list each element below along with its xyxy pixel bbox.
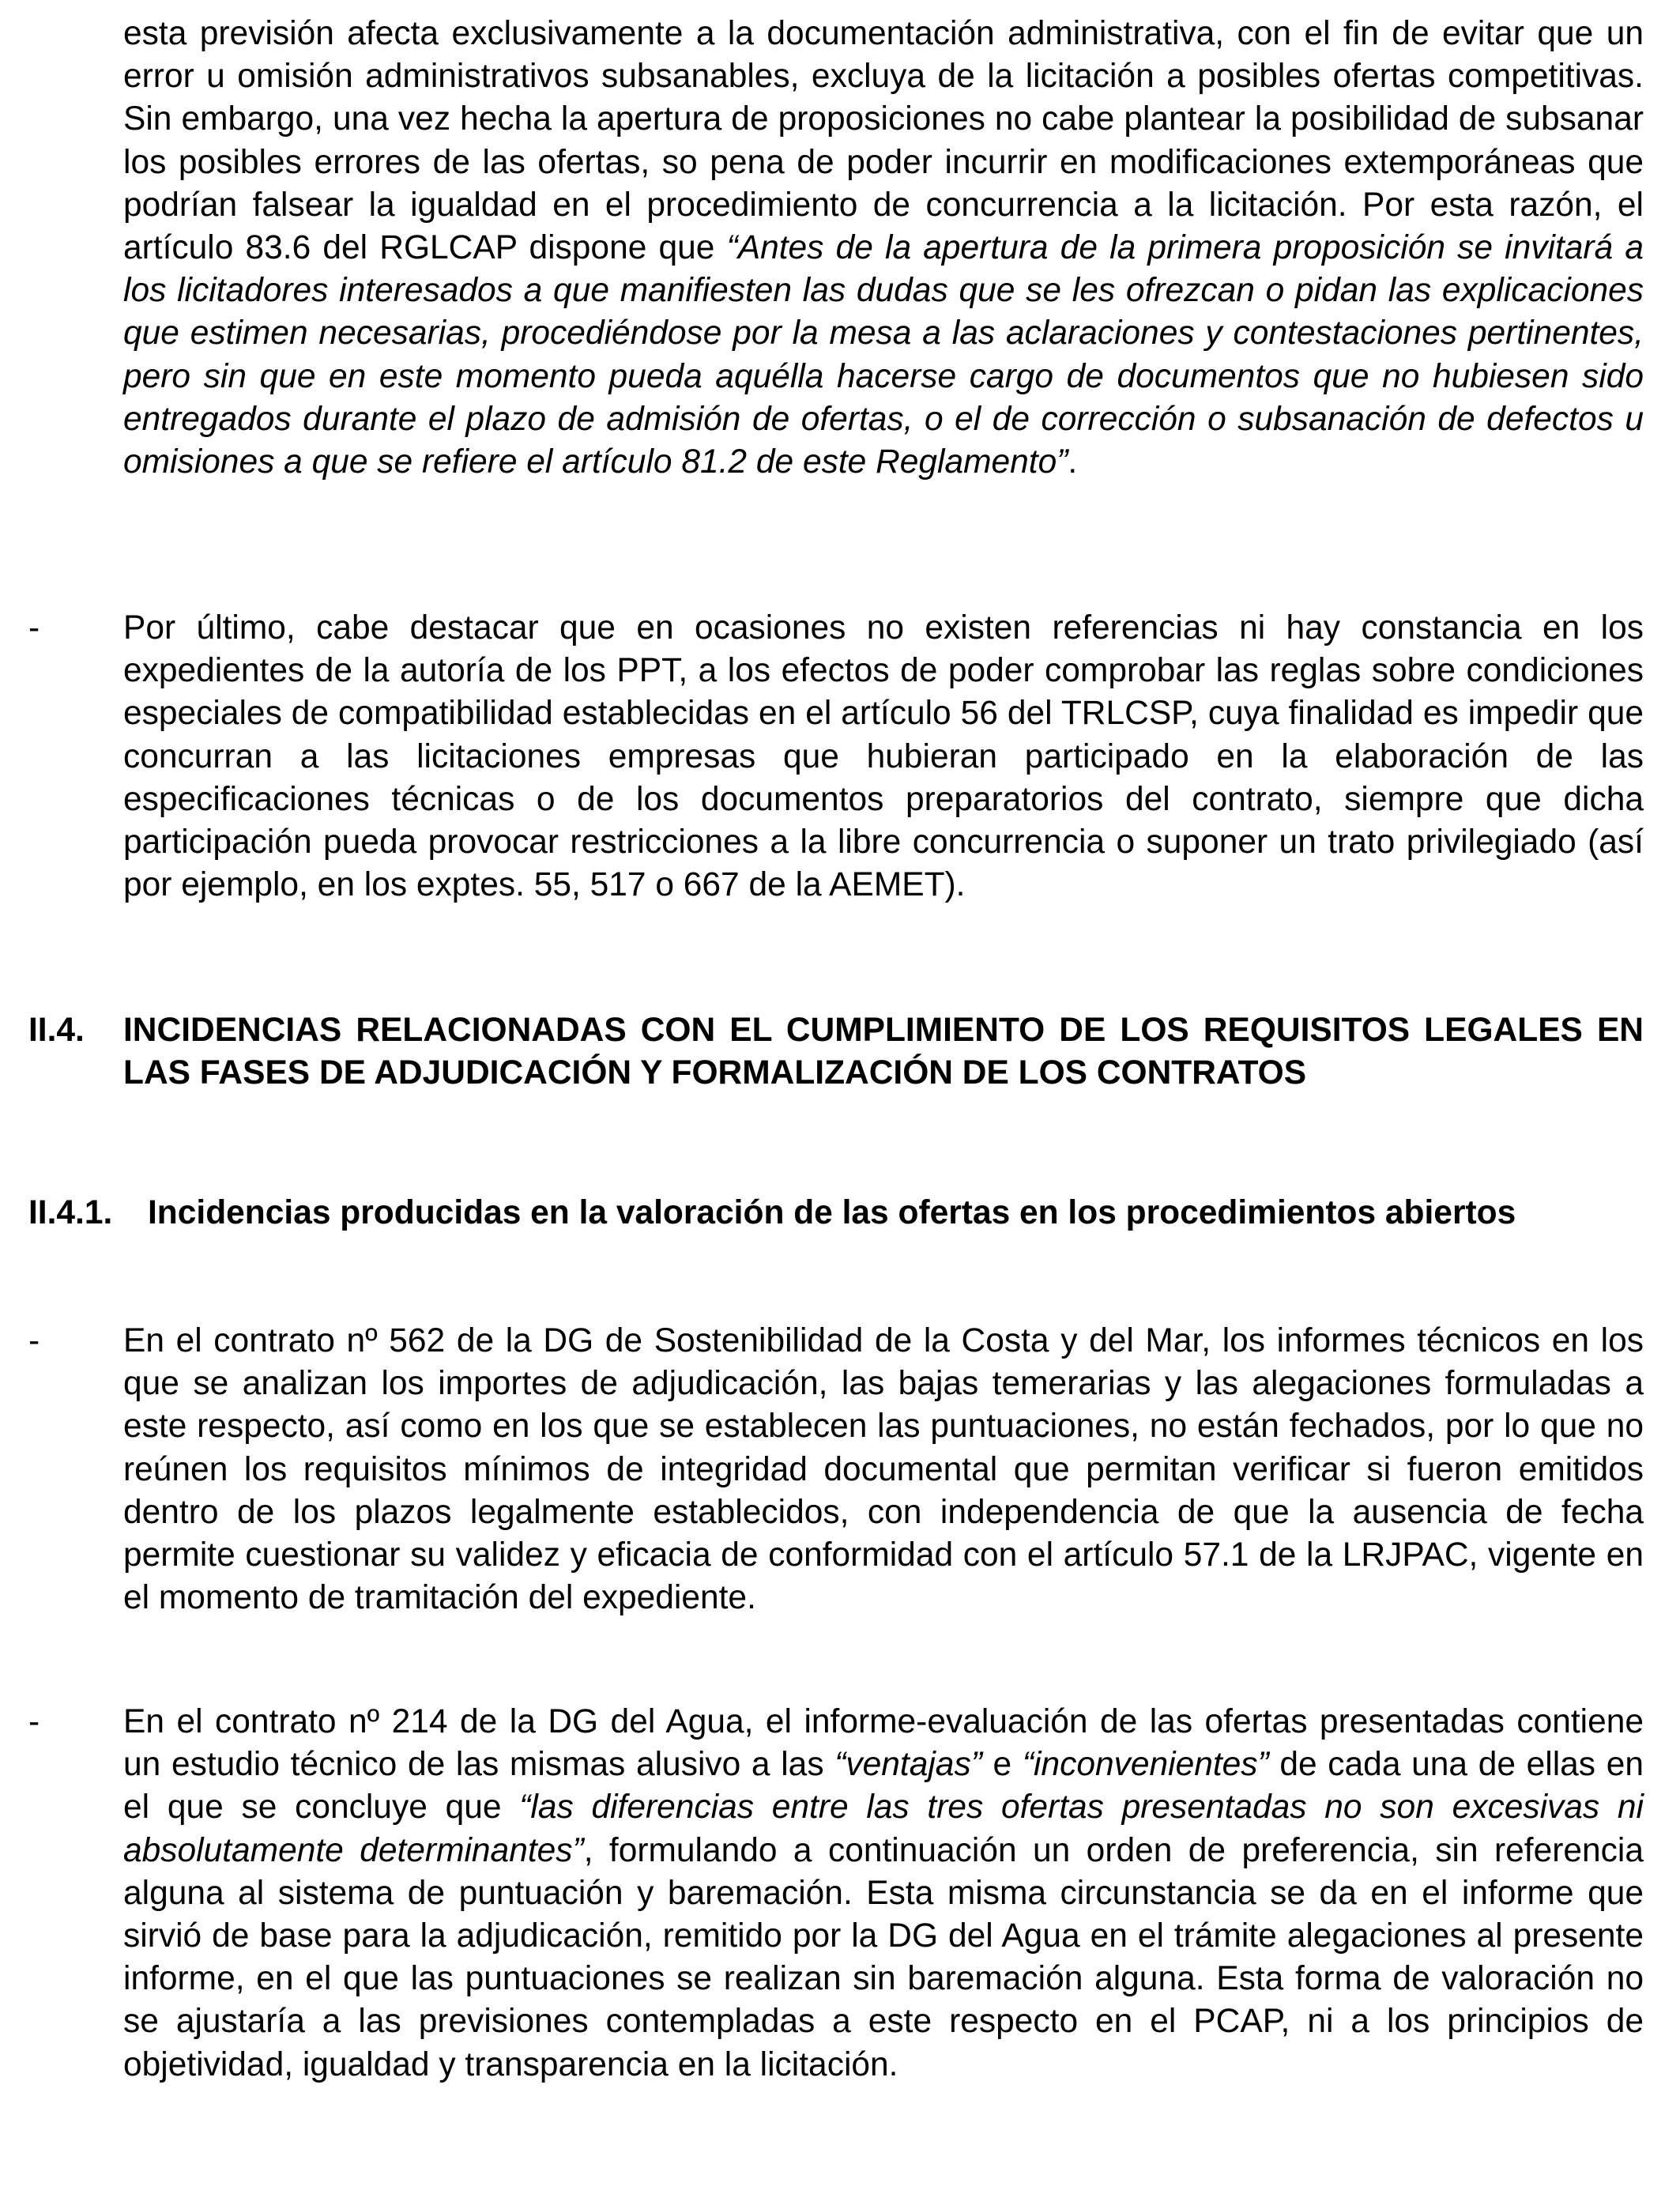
subsection-number: II.4.1. (28, 1194, 113, 1231)
bullet-dash: - (28, 609, 40, 647)
quoted-regulation: “Antes de la apertura de la primera proposición se invitará a los licitadores interesados a que manifiesten las dudas que se les ofrezcan o pidan las explicaciones que estimen necesarias, procediéndose por la mesa a las aclaraciones y contestaciones pertinentes, pero sin que en este momento pueda aquélla hacerse cargo de documentos que no hubiesen sido entregados durante el plazo de admisión de ofertas, o el de corrección o subsanación de defectos u omisiones a que se refiere el artículo 81.2 de este Reglamento” (123, 229, 1644, 481)
paragraph-text: e (981, 1746, 1023, 1784)
paragraph-contract-562: En el contrato nº 562 de la DG de Sostenibilidad de la Costa y del Mar, los informes técnicos en los que se analizan los importes de adjudicación, las bajas temerarias y las alegaciones formuladas a este respecto, así como en los que se establecen las puntuaciones, no están fechados, por lo que no reúnen los requisitos mínimos de integridad documental que permitan verificar si fueron emitidos dentro de los plazos legalmente establecidos, con independencia de que la ausencia de fecha permite cuestionar su validez y eficacia de conformidad con el artículo 57.1 de la LRJPAC, vigente en el momento de tramitación del expediente. (123, 1322, 1644, 1617)
bullet-dash: - (28, 1703, 40, 1740)
quoted-conclusion: “las diferencias entre las tres ofertas presentadas no son excesivas ni absolutamente determinantes” (123, 1789, 1644, 1869)
paragraph-contract-214 (123, 1701, 1644, 2087)
paragraph-text: de cada una de ellas en el que se concluye que (123, 1746, 1644, 1826)
quoted-term: “inconvenientes” (1022, 1746, 1269, 1784)
paragraph-authorship: Por último, cabe destacar que en ocasiones no existen referencias ni hay constancia en los expedientes de la autoría de los PPT, a los efectos de poder comprobar las reglas sobre condiciones especiales de compatibilidad establecidas en el artículo 56 del TRLCSP, cuya finalidad es impedir que concurran a las licitaciones empresas que hubieran participado en la elaboración de las especificaciones técnicas o de los documentos preparatorios del contrato, siempre que dicha participación pueda provocar restricciones a la libre concurrencia o suponer un trato privilegiado (así por ejemplo, en los exptes. 55, 517 o 667 de la AEMET). (123, 609, 1644, 904)
paragraph-end: . (1068, 443, 1078, 481)
section-title: INCIDENCIAS RELACIONADAS CON EL CUMPLIMIENTO DE LOS REQUISITOS LEGALES EN LAS FASES DE ADJUDICACIÓN Y FORMALIZACIÓN DE LOS CONTRATOS (123, 1012, 1644, 1092)
paragraph-text: En el contrato nº 214 de la DG del Agua, el informe-evaluación de las ofertas presentadas contiene un estudio técnico de las mismas alusivo a las (123, 1703, 1644, 1784)
section-number: II.4. (28, 1012, 85, 1049)
quoted-term: “ventajas” (834, 1746, 982, 1784)
paragraph-text: , formulando a continuación un orden de preferencia, sin referencia alguna al sistema de puntuación y baremación. Esta misma circunstancia se da en el informe que sirvió de base para la adjudicación, remitido por la DG del Agua en el trámite alegaciones al presente informe, en el que las puntuaciones se realizan sin baremación alguna. Esta forma de valoración no se ajustaría a las previsiones contempladas a este respecto en el PCAP, ni a los principios de objetividad, igualdad y transparencia en la licitación. (123, 1831, 1644, 2083)
bullet-dash: - (28, 1322, 40, 1359)
subsection-title: Incidencias producidas en la valoración de las ofertas en los procedimientos abiertos (148, 1194, 1516, 1231)
paragraph-text: esta previsión afecta exclusivamente a la documentación administrativa, con el fin de evitar que un error u omisión administrativos subsanables, excluya de la licitación a posibles ofertas competitivas. Sin embargo, una vez hecha la apertura de proposiciones no cabe plantear la posibilidad de subsanar los posibles errores de las ofertas, so pena de poder incurrir en modificaciones extemporáneas que podrían falsear la igualdad en el procedimiento de concurrencia a la licitación. Por esta razón, el artículo 83.6 del RGLCAP dispone que (123, 15, 1644, 267)
paragraph-continuation (123, 13, 1644, 484)
